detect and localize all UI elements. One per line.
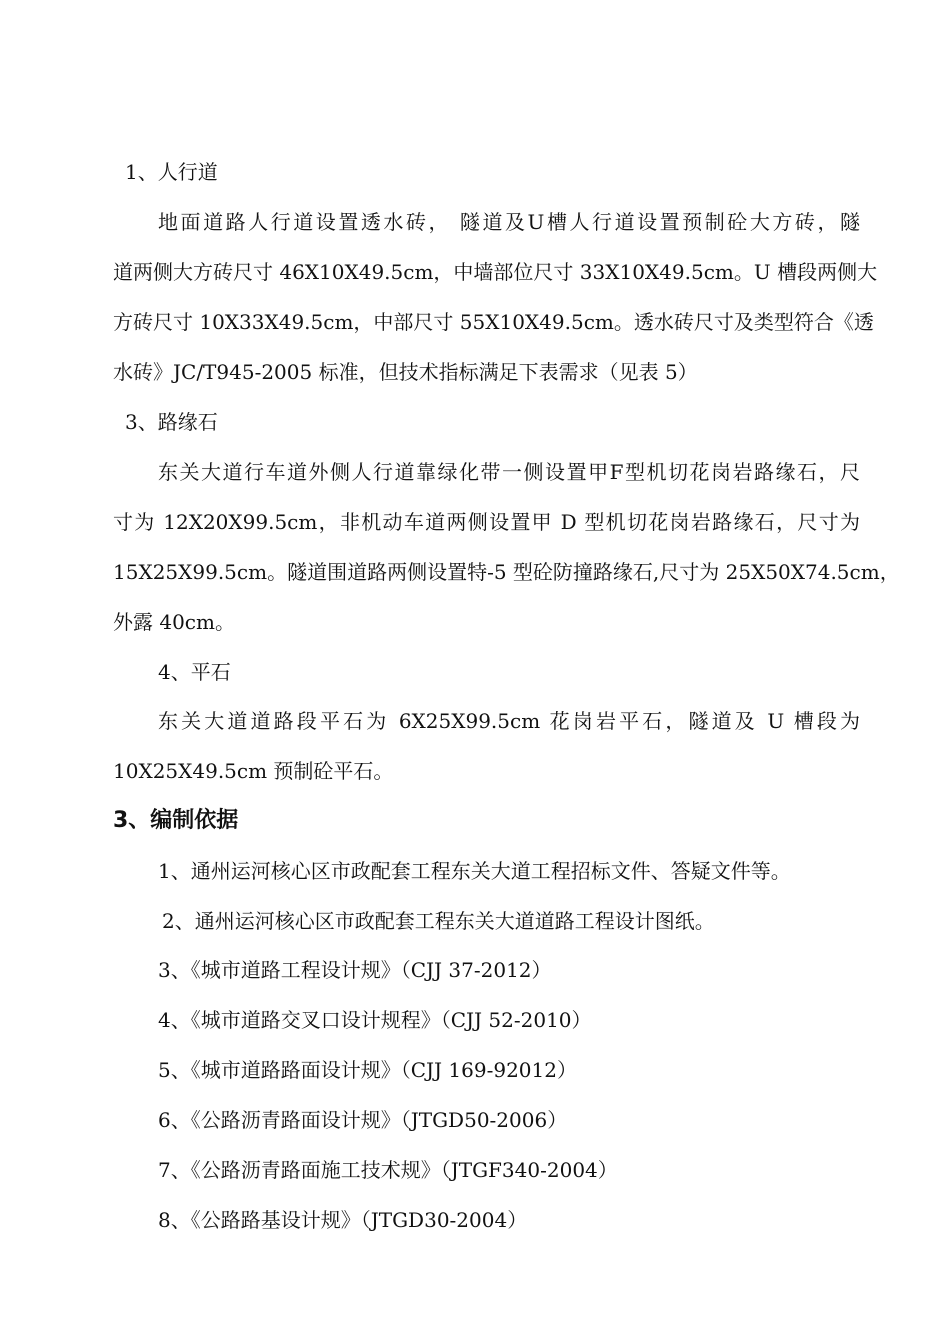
paragraph-line: 外露 40cm。 (113, 610, 235, 634)
list-item: 8、《公路路基设计规》（JTGD30-2004） (158, 1208, 528, 1232)
paragraph-line: 地面道路人行道设置透水砖， 隧道及U槽人行道设置预制砼大方砖，隧 (158, 210, 860, 234)
list-item: 1、通州运河核心区市政配套工程东关大道工程招标文件、答疑文件等。 (158, 859, 791, 883)
section-heading: 3、编制依据 (113, 808, 239, 833)
paragraph-line: 10X25X49.5cm 预制砼平石。 (113, 759, 394, 783)
item-title-sidewalk: 1、人行道 (125, 160, 218, 184)
list-item: 4、《城市道路交叉口设计规程》（CJJ 52-2010） (158, 1008, 592, 1032)
list-item: 6、《公路沥青路面设计规》（JTGD50-2006） (158, 1108, 568, 1132)
list-item: 3、《城市道路工程设计规》（CJJ 37-2012） (158, 958, 552, 982)
list-item: 5、《城市道路路面设计规》（CJJ 169-92012） (158, 1058, 577, 1082)
item-title-flat-stone: 4、平石 (158, 660, 231, 684)
paragraph-line: 方砖尺寸 10X33X49.5cm，中部尺寸 55X10X49.5cm。透水砖尺寸及类型符合《透 (113, 310, 874, 334)
paragraph-line: 水砖》JC/T945-2005 标准，但技术指标满足下表需求（见表 5） (113, 360, 698, 384)
paragraph-line: 东关大道道路段平石为 6X25X99.5cm 花岗岩平石，隧道及 U 槽段为 (158, 709, 860, 733)
paragraph-line: 15X25X99.5cm。隧道围道路两侧设置特-5 型砼防撞路缘石,尺寸为 25X50X74.5cm， (113, 560, 900, 584)
paragraph-line: 寸为 12X20X99.5cm，非机动车道两侧设置甲 D 型机切花岗岩路缘石，尺寸为 (113, 510, 860, 534)
item-title-curb: 3、路缘石 (125, 410, 218, 434)
list-item: 2、通州运河核心区市政配套工程东关大道道路工程设计图纸。 (162, 909, 715, 933)
paragraph-line: 道两侧大方砖尺寸 46X10X49.5cm，中墙部位尺寸 33X10X49.5cm。U 槽段两侧大 (113, 260, 878, 284)
paragraph-line: 东关大道行车道外侧人行道靠绿化带一侧设置甲F型机切花岗岩路缘石，尺 (158, 460, 860, 484)
list-item: 7、《公路沥青路面施工技术规》（JTGF340-2004） (158, 1158, 618, 1182)
